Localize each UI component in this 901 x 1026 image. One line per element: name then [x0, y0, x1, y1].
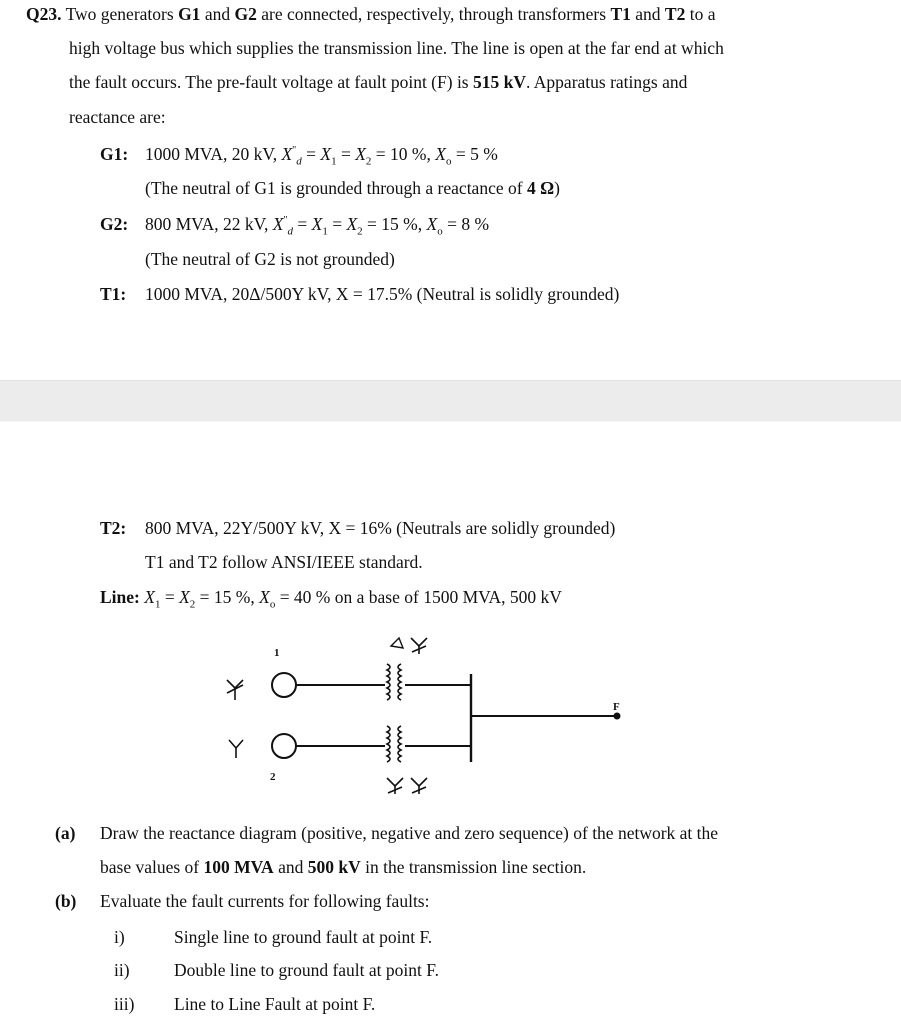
base-kv: 500 kV	[307, 857, 361, 877]
t2-windings	[387, 726, 427, 794]
math-sub: 1	[154, 598, 161, 611]
g1-note	[145, 178, 560, 199]
math-eq: =	[301, 144, 321, 164]
math-x: X	[259, 587, 270, 607]
part-b-label: (b)	[55, 891, 77, 911]
fault-item-text: Single line to ground fault at point F.	[174, 927, 433, 947]
math-eq: =	[293, 214, 312, 234]
base-mva: 100 MVA	[203, 857, 274, 877]
t2-label: T2:	[100, 518, 127, 538]
math-sub: 2	[365, 155, 372, 168]
g1-note-text: (The neutral of G1 is grounded through a reactance of	[145, 178, 527, 198]
fault-item	[114, 994, 375, 1015]
circuit-diagram	[215, 628, 635, 808]
t2-ref: T2	[664, 4, 686, 24]
fault-item-number: iii)	[114, 994, 135, 1014]
math-sup: "	[292, 145, 297, 157]
g1-reactance: 4 Ω	[526, 178, 555, 198]
page-separator	[0, 380, 901, 422]
g2-rating	[100, 214, 489, 238]
math-x: X	[346, 214, 358, 234]
question-text: to a	[685, 4, 716, 24]
fault-item-text: Double line to ground fault at point F.	[174, 960, 439, 980]
part-a-text: base values of	[100, 857, 204, 877]
part-a-text: Draw the reactance diagram (positive, negative and zero sequence) of the network at the	[100, 823, 719, 843]
part-a	[55, 823, 718, 844]
g2-text: = 15 %,	[362, 214, 427, 234]
g2-label: G2:	[100, 214, 129, 234]
question-line-1	[26, 4, 715, 25]
math-x: X	[179, 587, 190, 607]
g2-ref: G2	[234, 4, 257, 24]
g1-label: G1:	[100, 144, 129, 164]
part-a-line-2	[100, 857, 586, 878]
math-sub: d	[296, 155, 302, 168]
math-x: X	[435, 144, 446, 164]
line-rating	[100, 587, 562, 611]
math-sub: 2	[189, 598, 196, 611]
g2-wye-symbol	[229, 740, 243, 758]
question-text: and	[200, 4, 235, 24]
prefault-voltage: 515 kV	[473, 72, 526, 92]
t2-note: T1 and T2 follow ANSI/IEEE standard.	[145, 552, 423, 572]
part-a-label: (a)	[55, 823, 76, 843]
line-label: Line:	[100, 587, 140, 607]
math-x: X	[281, 144, 293, 164]
part-a-text: and	[273, 857, 308, 877]
g2-text: = 8 %	[442, 214, 490, 234]
question-line-3	[69, 72, 687, 93]
fault-item	[114, 927, 432, 948]
t1-ref: T1	[610, 4, 631, 24]
gen2-label: 2	[270, 771, 276, 783]
math-sub: 1	[322, 225, 328, 238]
g1-wye-grounded-symbol	[227, 680, 243, 700]
fault-item-number: i)	[114, 927, 125, 947]
math-x: X	[320, 144, 332, 164]
g1-rating	[100, 144, 498, 168]
math-sub: o	[437, 225, 443, 238]
math-x: X	[144, 587, 155, 607]
fault-item	[114, 960, 439, 981]
t1-label: T1:	[100, 284, 127, 304]
question-text: are connected, respectively, through transformers	[256, 4, 611, 24]
math-x: X	[311, 214, 323, 234]
part-a-text: in the transmission line section.	[360, 857, 587, 877]
g1-text: = 10 %,	[371, 144, 436, 164]
question-line-2: high voltage bus which supplies the transmission line. The line is open at the far end at which	[69, 38, 724, 58]
t2-text: 800 MVA, 22Y/500Y kV, X = 16% (Neutrals are solidly grounded)	[145, 518, 616, 538]
t2-rating	[100, 518, 615, 539]
question-line-4: reactance are:	[69, 107, 166, 127]
math-sub: 2	[357, 225, 363, 238]
math-sub: 1	[331, 155, 337, 168]
g1-note-text: )	[554, 178, 560, 198]
math-eq: =	[336, 144, 356, 164]
math-x: X	[355, 144, 366, 164]
t1-windings	[387, 638, 427, 700]
g1-ref: G1	[178, 4, 201, 24]
gen1-label: 1	[274, 647, 280, 659]
math-sub: d	[287, 225, 294, 238]
math-eq: =	[160, 587, 180, 607]
question-text: . Apparatus ratings and	[526, 72, 688, 92]
fault-label: F	[613, 701, 620, 713]
line-text: = 40 % on a base of 1500 MVA, 500 kV	[275, 587, 562, 607]
fault-item-number: ii)	[114, 960, 130, 980]
g2-note: (The neutral of G2 is not grounded)	[145, 249, 395, 269]
math-sub: o	[445, 155, 452, 168]
math-sup: "	[283, 215, 288, 227]
g2-text: 800 MVA, 22 kV,	[145, 214, 273, 234]
math-x: X	[426, 214, 438, 234]
math-x: X	[272, 214, 284, 234]
g1-text: = 5 %	[451, 144, 498, 164]
generator-2	[272, 734, 296, 758]
fault-item-text: Line to Line Fault at point F.	[174, 994, 376, 1014]
math-sub: o	[269, 598, 276, 611]
t1-text: 1000 MVA, 20Δ/500Y kV, X = 17.5% (Neutral is solidly grounded)	[145, 284, 620, 304]
part-b	[55, 891, 429, 912]
part-b-text: Evaluate the fault currents for following faults:	[100, 891, 430, 911]
math-eq: =	[327, 214, 347, 234]
t1-rating	[100, 284, 619, 305]
question-text: Two generators	[65, 4, 179, 24]
g1-text: 1000 MVA, 20 kV,	[145, 144, 282, 164]
line-text: = 15 %,	[195, 587, 260, 607]
question-text: the fault occurs. The pre-fault voltage at fault point (F) is	[69, 72, 473, 92]
generator-1	[272, 673, 296, 697]
fault-point	[615, 714, 620, 719]
question-number: Q23.	[26, 4, 62, 24]
question-text: and	[630, 4, 665, 24]
